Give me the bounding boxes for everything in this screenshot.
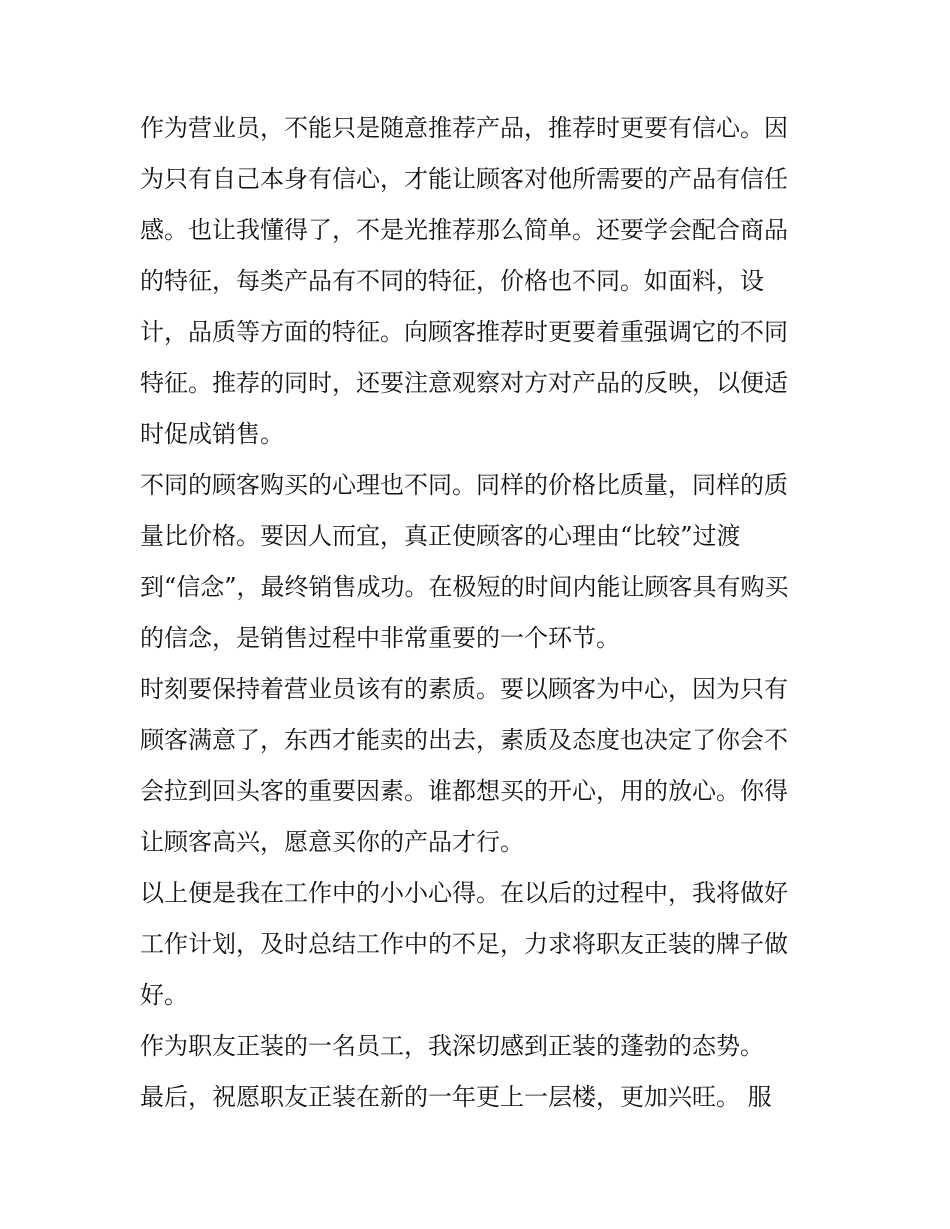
text-line: 最后，祝愿职友正装在新的一年更上一层楼，更加兴旺。 服 [140, 1083, 772, 1111]
text-line: 时促成销售。 [140, 420, 284, 448]
text-line: 感。也让我懂得了，不是光推荐那么简单。还要学会配合商品 [140, 216, 788, 244]
text-line: 作为营业员，不能只是随意推荐产品，推荐时更要有信心。因 [140, 114, 788, 142]
text-line: 好。 [140, 981, 188, 1009]
text-line: 计，品质等方面的特征。向顾客推荐时更要着重强调它的不同 [140, 318, 788, 346]
text-line: 让顾客高兴，愿意买你的产品才行。 [140, 828, 524, 856]
text-line: 不同的顾客购买的心理也不同。同样的价格比质量，同样的质 [140, 471, 788, 499]
text-line: 量比价格。要因人而宜，真正使顾客的心理由“比较”过渡 [140, 522, 741, 550]
text-line: 顾客满意了，东西才能卖的出去，素质及态度也决定了你会不 [140, 726, 788, 754]
text-line: 的信念，是销售过程中非常重要的一个环节。 [140, 624, 620, 652]
text-line: 到“信念”，最终销售成功。在极短的时间内能让顾客具有购买 [140, 573, 789, 601]
text-line: 为只有自己本身有信心，才能让顾客对他所需要的产品有信任 [140, 165, 788, 193]
text-line: 工作计划，及时总结工作中的不足，力求将职友正装的牌子做 [140, 930, 788, 958]
text-line: 的特征，每类产品有不同的特征，价格也不同。如面料，设 [140, 267, 764, 295]
text-line: 以上便是我在工作中的小小心得。在以后的过程中，我将做好 [140, 879, 788, 907]
text-line: 时刻要保持着营业员该有的素质。要以顾客为中心，因为只有 [140, 675, 788, 703]
text-line: 特征。推荐的同时，还要注意观察对方对产品的反映，以便适 [140, 369, 788, 397]
text-line: 作为职友正装的一名员工，我深切感到正装的蓬勃的态势。 [140, 1032, 764, 1060]
text-line: 会拉到回头客的重要因素。谁都想买的开心，用的放心。你得 [140, 777, 788, 805]
